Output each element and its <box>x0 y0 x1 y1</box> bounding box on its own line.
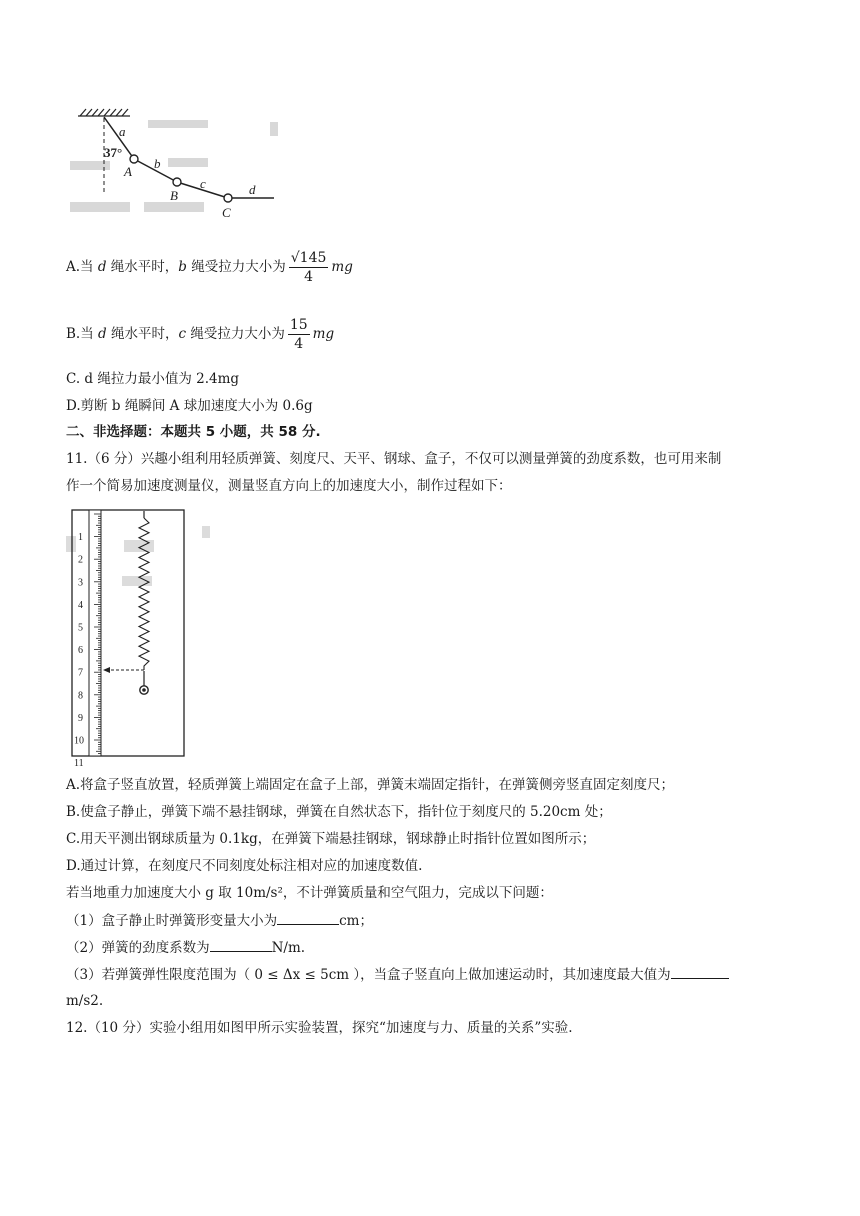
ruler-number: 10 <box>74 735 84 747</box>
ball-B <box>173 178 181 186</box>
label-B: B <box>170 188 178 203</box>
label-a: a <box>119 124 126 139</box>
ruler <box>89 510 101 756</box>
option-A: A.当 d 绳水平时，b 绳受拉力大小为 $\frac{√145}{4}$ mg <box>66 250 353 285</box>
q11-stepD: D.通过计算，在刻度尺不同刻度处标注相对应的加速度数值. <box>66 858 423 874</box>
ruler-number: 4 <box>78 599 83 611</box>
label-d: d <box>249 182 256 197</box>
ball-A <box>130 155 138 163</box>
ruler-number: 7 <box>78 667 83 679</box>
option-C: C. d 绳拉力最小值为 2.4mg <box>66 371 240 387</box>
ruler-number: 8 <box>78 690 83 702</box>
ruler-number: 5 <box>78 622 83 634</box>
label-b: b <box>154 156 161 171</box>
fraction-A: $\frac{√145}{4}$ <box>290 250 327 285</box>
option-D: D.剪断 b 绳瞬间 A 球加速度大小为 0.6g <box>66 398 313 414</box>
label-angle: 37° <box>104 145 123 160</box>
q12-line1: 12.（10 分）实验小组用如图甲所示实验装置，探究“加速度与力、质量的关系”实验. <box>66 1020 573 1036</box>
q11-part2: （2）弹簧的劲度系数为 N/m. <box>66 937 305 958</box>
q11-part3: （3）若弹簧弹性限度范围为（ 0 ≤ Δx ≤ 5cm ），当盒子竖直向上做加速运动时，其加速度最大值为 <box>66 964 729 985</box>
q11-line1: 11.（6 分）兴趣小组利用轻质弹簧、刻度尺、天平、钢球、盒子，不仅可以测量弹簧的劲度系数，也可用来制 <box>66 451 722 467</box>
fraction-B: $\frac{15}{4}$ <box>289 317 308 352</box>
label-C: C <box>222 205 231 220</box>
answer-blank-2[interactable] <box>210 937 272 952</box>
answer-blank-1[interactable] <box>277 910 339 925</box>
ruler-number: 11 <box>74 758 84 770</box>
section-heading: 二、非选择题：本题共 5 小题，共 58 分. <box>66 424 321 440</box>
ruler-number: 3 <box>78 577 83 589</box>
answer-blank-3[interactable] <box>671 964 729 979</box>
rope-balls-figure <box>64 106 284 224</box>
q11-part1: （1）盒子静止时弹簧形变量大小为 cm； <box>66 910 373 931</box>
option-B: B.当 d 绳水平时，c 绳受拉力大小为 $\frac{15}{4}$ mg <box>66 317 335 352</box>
q11-line2: 作一个简易加速度测量仪，测量竖直方向上的加速度大小，制作过程如下： <box>66 478 512 494</box>
label-c: c <box>200 176 206 191</box>
q11-stepB: B.使盒子静止，弹簧下端不悬挂钢球，弹簧在自然状态下，指针位于刻度尺的 5.20cm 处； <box>66 804 612 820</box>
q11-stepA: A.将盒子竖直放置，轻质弹簧上端固定在盒子上部，弹簧末端固定指针，在弹簧侧旁竖直固定刻度尺； <box>66 777 675 793</box>
ball-C <box>224 194 232 202</box>
q11-given: 若当地重力加速度大小 g 取 10m/s²，不计弹簧质量和空气阻力，完成以下问题： <box>66 885 553 901</box>
ruler-number: 1 <box>78 532 83 544</box>
pointer-arrow <box>103 667 110 673</box>
ruler-number: 6 <box>78 645 83 657</box>
ruler-number: 9 <box>78 712 83 724</box>
ruler-number: 2 <box>78 554 83 566</box>
q11-part3-unit: m/s2. <box>66 993 104 1009</box>
spring-ruler-figure <box>66 506 216 770</box>
q11-stepC: C.用天平测出钢球质量为 0.1kg，在弹簧下端悬挂钢球，钢球静止时指针位置如图所示； <box>66 831 596 847</box>
label-A: A <box>124 164 132 179</box>
ceiling-hatch <box>78 109 130 116</box>
